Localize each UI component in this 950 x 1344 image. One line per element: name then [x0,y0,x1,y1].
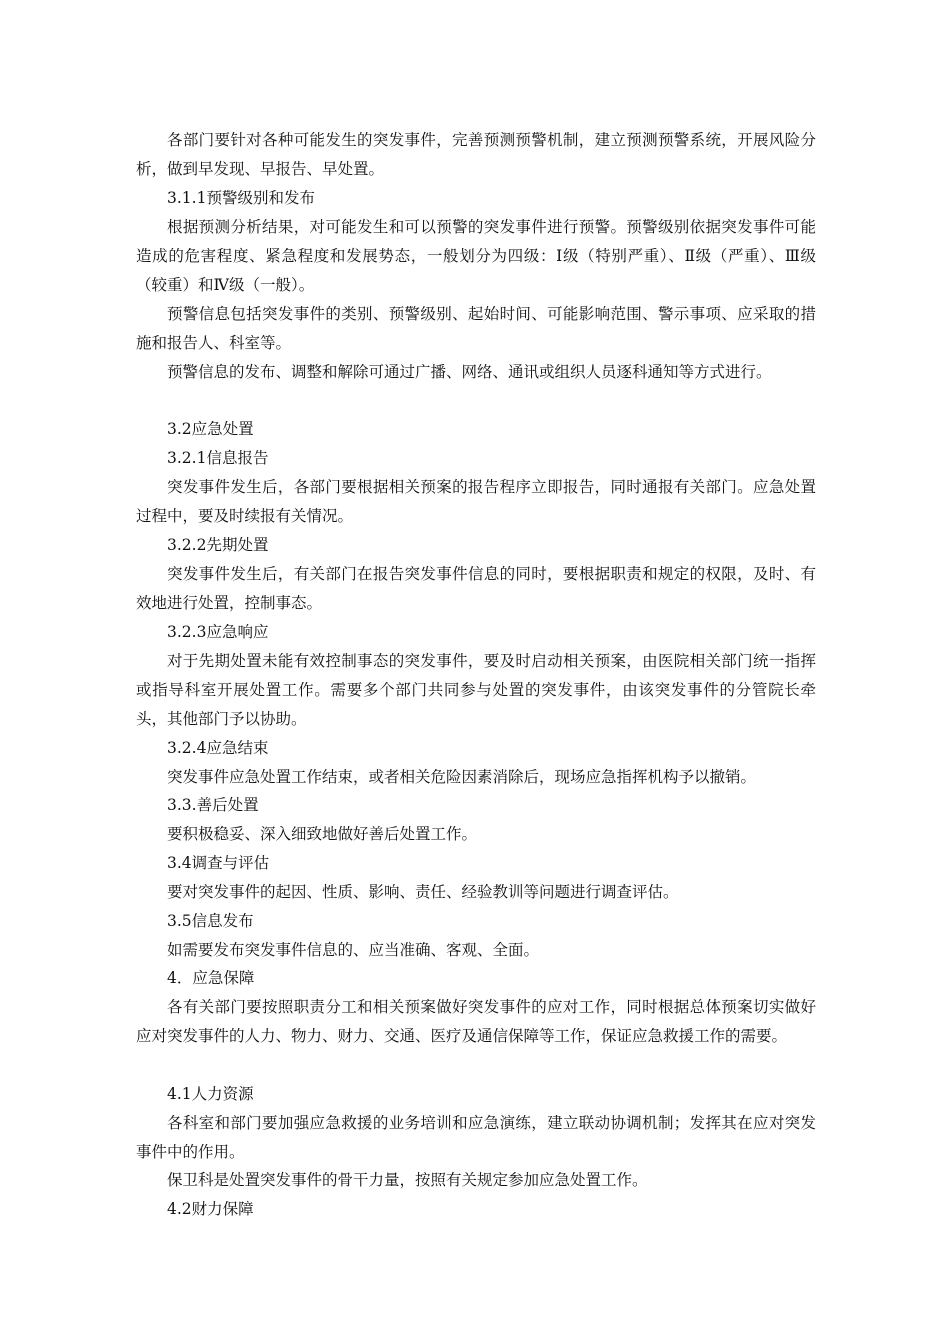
heading-3-2: 3.2应急处置 [167,420,254,438]
heading-4-2: 4.2财力保障 [167,1200,254,1218]
paragraph-emergency-support: 各有关部门要按照职责分工和相关预案做好突发事件的应对工作，同时根据总体预案切实做好应对突发事件的人力、物力、财力、交通、医疗及通信保障等工作，保证应急救援工作的需要。 [136,998,816,1045]
heading-3-3: 3.3.善后处置 [167,796,259,814]
heading-3-5: 3.5信息发布 [167,912,254,930]
heading-3-2-2: 3.2.2先期处置 [167,536,269,554]
paragraph-info-report: 突发事件发生后，各部门要根据相关预案的报告程序立即报告，同时通报有关部门。应急处置过程中，要及时续报有关情况。 [136,478,816,525]
paragraph-investigation: 要对突发事件的起因、性质、影响、责任、经验教训等问题进行调查评估。 [167,883,679,901]
paragraph-emergency-end: 突发事件应急处置工作结束，或者相关危险因素消除后，现场应急指挥机构予以撤销。 [167,768,757,786]
paragraph-warning-levels: 根据预测分析结果，对可能发生和可以预警的突发事件进行预警。预警级别依据突发事件可能造成的危害程度、紧急程度和发展势态，一般划分为四级：Ⅰ级（特别严重）、Ⅱ级（严重）、Ⅲ级（较重）和Ⅳ级（一般）。 [136,218,816,294]
paragraph-human-resources: 各科室和部门要加强应急救援的业务培训和应急演练，建立联动协调机制；发挥其在应对突发事件中的作用。 [136,1114,816,1161]
paragraph-warning-release: 预警信息的发布、调整和解除可通过广播、网络、通讯或组织人员逐科通知等方式进行。 [167,363,772,381]
heading-3-4: 3.4调查与评估 [167,854,270,872]
paragraph-aftermath: 要积极稳妥、深入细致地做好善后处置工作。 [167,825,478,843]
paragraph-emergency-response: 对于先期处置未能有效控制事态的突发事件，要及时启动相关预案，由医院相关部门统一指挥或指导科室开展处置工作。需要多个部门共同参与处置的突发事件，由该突发事件的分管院长牵头，其他部门予以协助。 [136,652,816,728]
heading-3-2-4: 3.2.4应急结束 [167,739,269,757]
paragraph-monitoring-intro: 各部门要针对各种可能发生的突发事件，完善预测预警机制，建立预测预警系统，开展风险分析，做到早发现、早报告、早处置。 [136,131,816,178]
heading-3-1-1: 3.1.1预警级别和发布 [167,189,315,207]
heading-4: 4．应急保障 [167,969,255,987]
heading-3-2-1: 3.2.1信息报告 [167,449,269,467]
heading-4-1: 4.1人力资源 [167,1085,254,1103]
paragraph-early-response: 突发事件发生后，有关部门在报告突发事件信息的同时，要根据职责和规定的权限，及时、有效地进行处置，控制事态。 [136,565,816,612]
paragraph-warning-info: 预警信息包括突发事件的类别、预警级别、起始时间、可能影响范围、警示事项、应采取的措施和报告人、科室等。 [136,305,816,352]
paragraph-security-dept: 保卫科是处置突发事件的骨干力量，按照有关规定参加应急处置工作。 [167,1171,648,1189]
paragraph-info-release: 如需要发布突发事件信息的、应当准确、客观、全面。 [167,941,540,959]
heading-3-2-3: 3.2.3应急响应 [167,623,269,641]
